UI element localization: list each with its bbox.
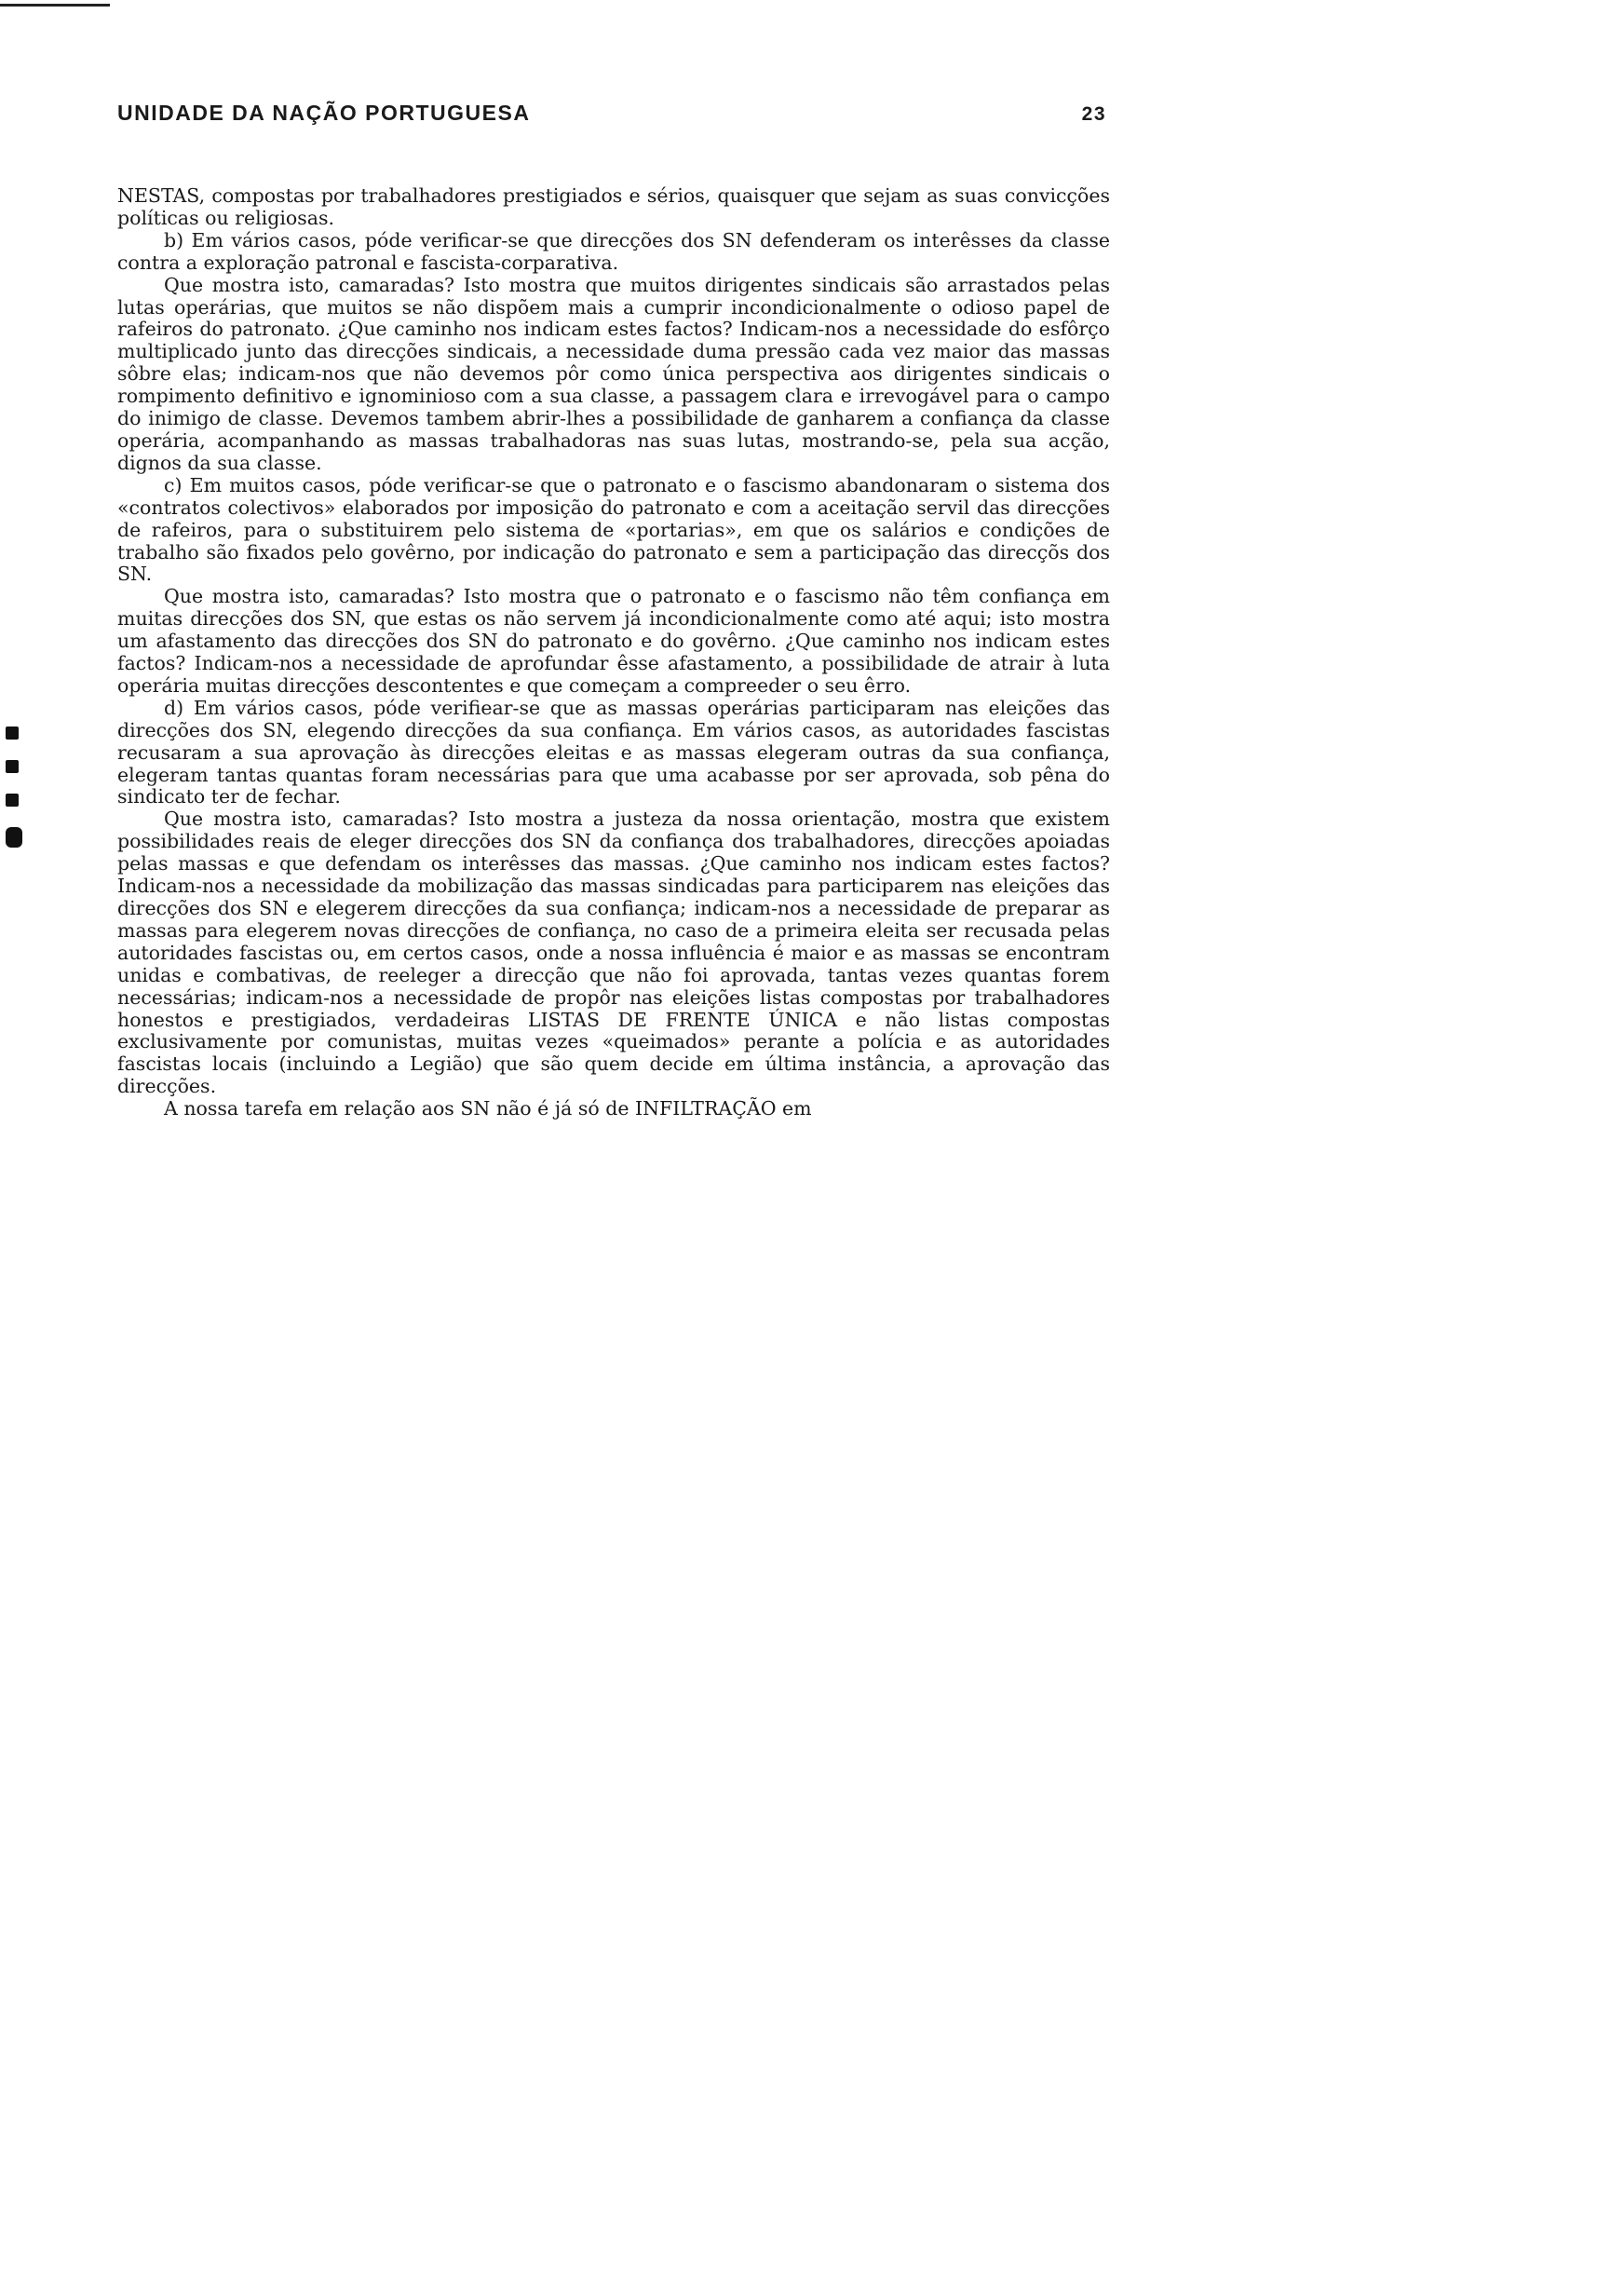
- paragraph: Que mostra isto, camaradas? Isto mostra que o patronato e o fascismo não têm confiança em muitas direcções dos SN, que estas os não servem já incondicionalmente como até aqui; isto mostra um afastamento das direcções dos SN do patronato e do govêrno. ¿Que caminho nos indicam estes factos? Indicam-nos a necessidade de aprofundar êsse afastamento, a possibilidade de atrair à luta operária muitas direcções descontentes e que começam a compreeder o seu êrro.: [117, 585, 1110, 697]
- page-number: 23: [1081, 103, 1106, 125]
- body-text: [117, 185, 1110, 1120]
- margin-ink-marks: [6, 727, 26, 868]
- document-page: [117, 101, 1110, 1120]
- paragraph: c) Em muitos casos, póde verificar-se que o patronato e o fascismo abandonaram o sistema dos «contratos colectivos» elaborados por imposição do patronato e com a aceitação servil das direcções de rafeiros, para o substituirem pelo sistema de «portarias», em que os salários e condições de trabalho são fixados pelo govêrno, por indicação do patronato e sem a participação das direcçõs dos SN.: [117, 473, 1110, 586]
- paragraph: NESTAS, compostas por trabalhadores prestigiados e sérios, quaisquer que sejam as suas convicções políticas ou religiosas.: [117, 184, 1110, 229]
- paragraph: Que mostra isto, camaradas? Isto mostra que muitos dirigentes sindicais são arrastados pelas lutas operárias, que muitos se não dispõem mais a cumprir incondicionalmente o odioso papel de rafeiros do patronato. ¿Que caminho nos indicam estes factos? Indicam-nos a necessidade do esfôrço multiplicado junto das direcções sindicais, a necessidade duma pressão cada vez maior das massas sôbre elas; indicam-nos que não devemos pôr como única perspectiva aos dirigentes sindicais o rompimento definitivo e ignominioso com a sua classe, a passagem clara e irrevogável para o campo do inimigo de classe. Devemos tambem abrir-lhes a possibilidade de ganharem a confiança da classe operária, acompanhando as massas trabalhadoras nas suas lutas, mostrando-se, pela sua acção, dignos da sua classe.: [117, 273, 1110, 474]
- paragraph: d) Em vários casos, póde verifiear-se que as massas operárias participaram nas eleições das direcções dos SN, elegendo direcções da sua confiança. Em vários casos, as autoridades fascistas recusaram a sua aprovação às direcções eleitas e as massas elegeram outras da sua confiança, elegeram tantas quantas foram necessárias para que uma acabasse por ser aprovada, sob pêna do sindicato ter de fechar.: [117, 696, 1110, 808]
- scan-edge-line: [0, 4, 110, 7]
- running-header: [117, 101, 1110, 126]
- paragraph: Que mostra isto, camaradas? Isto mostra a justeza da nossa orientação, mostra que existem possibilidades reais de eleger direcções dos SN da confiança dos trabalhadores, direcções apoiadas pelas massas e que defendam os interêsses das massas. ¿Que caminho nos indicam estes factos? Indicam-nos a necessidade da mobilização das massas sindicadas para participarem nas eleições das direcções dos SN e elegerem direcções da sua confiança; indicam-nos a necessidade de preparar as massas para elegerem novas direcções de confiança, no caso de a primeira eleita ser recusada pelas autoridades fascistas ou, em certos casos, onde a nossa influência é maior e as massas se encontram unidas e combativas, de reeleger a direcção que não foi aprovada, tantas vezes quantas forem necessárias; indicam-nos a necessidade de propôr nas eleições listas compostas por trabalhadores honestos e prestigiados, verdadeiras LISTAS DE FRENTE ÚNICA e não listas compostas exclusivamente por comunistas, muitas vezes «queimados» perante a polícia e as autoridades fascistas locais (incluindo a Legião) que são quem decide em última instância, a aprovação das direcções.: [117, 808, 1110, 1098]
- paragraph: b) Em vários casos, póde verificar-se que direcções dos SN defenderam os interêsses da classe contra a exploração patronal e fascista-corparativa.: [117, 228, 1110, 274]
- paragraph: A nossa tarefa em relação aos SN não é já só de INFILTRAÇÃO em: [164, 1097, 812, 1120]
- running-title: UNIDADE DA NAÇÃO PORTUGUESA: [117, 101, 531, 125]
